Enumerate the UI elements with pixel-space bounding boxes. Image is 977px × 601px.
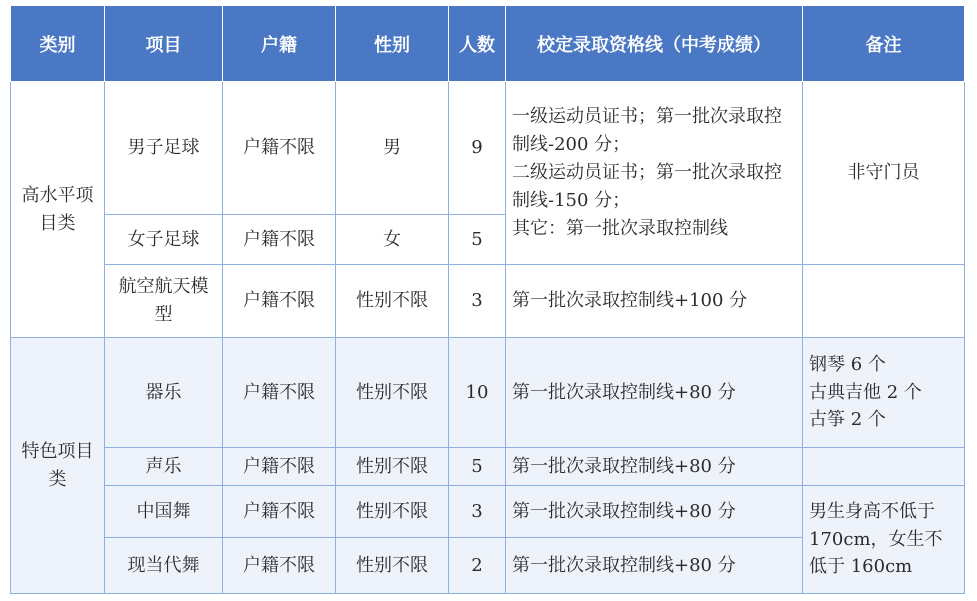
score-line: 二级运动员证书；第一批次录取控制线-150 分；	[512, 162, 782, 211]
header-category: 类别	[11, 6, 105, 82]
header-project: 项目	[105, 6, 223, 82]
note-cell	[803, 338, 965, 448]
project-cell: 现当代舞	[105, 538, 223, 594]
project-cell: 中国舞	[105, 486, 223, 538]
gender-cell: 性别不限	[336, 538, 449, 594]
category-cell: 高水平项目类	[11, 82, 105, 338]
score-cell: 第一批次录取控制线+80 分	[506, 486, 803, 538]
score-line: 其它：第一批次录取控制线	[512, 217, 728, 239]
count-cell: 9	[449, 82, 506, 215]
note-cell	[803, 265, 965, 338]
project-cell: 男子足球	[105, 82, 223, 215]
table-row	[11, 486, 965, 538]
category-cell: 特色项目类	[11, 338, 105, 594]
score-cell: 第一批次录取控制线+80 分	[506, 538, 803, 594]
household-cell: 户籍不限	[223, 448, 336, 486]
household-cell: 户籍不限	[223, 215, 336, 265]
table-row	[11, 82, 965, 215]
household-cell: 户籍不限	[223, 538, 336, 594]
household-cell: 户籍不限	[223, 486, 336, 538]
header-note: 备注	[803, 6, 965, 82]
table-row	[11, 265, 965, 338]
count-cell: 10	[449, 338, 506, 448]
project-cell: 器乐	[105, 338, 223, 448]
header-household: 户籍	[223, 6, 336, 82]
note-cell	[803, 448, 965, 486]
score-cell	[506, 82, 803, 265]
note-line: 古典吉他 2 个	[809, 381, 922, 403]
gender-cell: 性别不限	[336, 265, 449, 338]
score-cell: 第一批次录取控制线+80 分	[506, 448, 803, 486]
project-cell: 航空航天模型	[105, 265, 223, 338]
note-line: 古筝 2 个	[809, 409, 886, 431]
household-cell: 户籍不限	[223, 338, 336, 448]
project-cell: 女子足球	[105, 215, 223, 265]
household-cell: 户籍不限	[223, 82, 336, 215]
header-gender: 性别	[336, 6, 449, 82]
project-cell: 声乐	[105, 448, 223, 486]
gender-cell: 男	[336, 82, 449, 215]
note-line: 钢琴 6 个	[809, 353, 886, 375]
table-row	[11, 448, 965, 486]
header-count: 人数	[449, 6, 506, 82]
header-score: 校定录取资格线（中考成绩）	[506, 6, 803, 82]
score-line: 一级运动员证书；第一批次录取控制线-200 分；	[512, 106, 782, 156]
score-cell: 第一批次录取控制线+80 分	[506, 338, 803, 448]
table-row	[11, 338, 965, 448]
count-cell: 5	[449, 448, 506, 486]
admission-table-wrapper	[10, 5, 965, 594]
count-cell: 3	[449, 265, 506, 338]
score-cell: 第一批次录取控制线+100 分	[506, 265, 803, 338]
gender-cell: 性别不限	[336, 338, 449, 448]
note-cell: 非守门员	[803, 82, 965, 265]
gender-cell: 女	[336, 215, 449, 265]
count-cell: 3	[449, 486, 506, 538]
header-row	[11, 6, 965, 82]
count-cell: 5	[449, 215, 506, 265]
gender-cell: 性别不限	[336, 486, 449, 538]
note-cell: 男生身高不低于 170cm，女生不低于 160cm	[803, 486, 965, 594]
gender-cell: 性别不限	[336, 448, 449, 486]
household-cell: 户籍不限	[223, 265, 336, 338]
admission-table	[10, 5, 965, 594]
count-cell: 2	[449, 538, 506, 594]
